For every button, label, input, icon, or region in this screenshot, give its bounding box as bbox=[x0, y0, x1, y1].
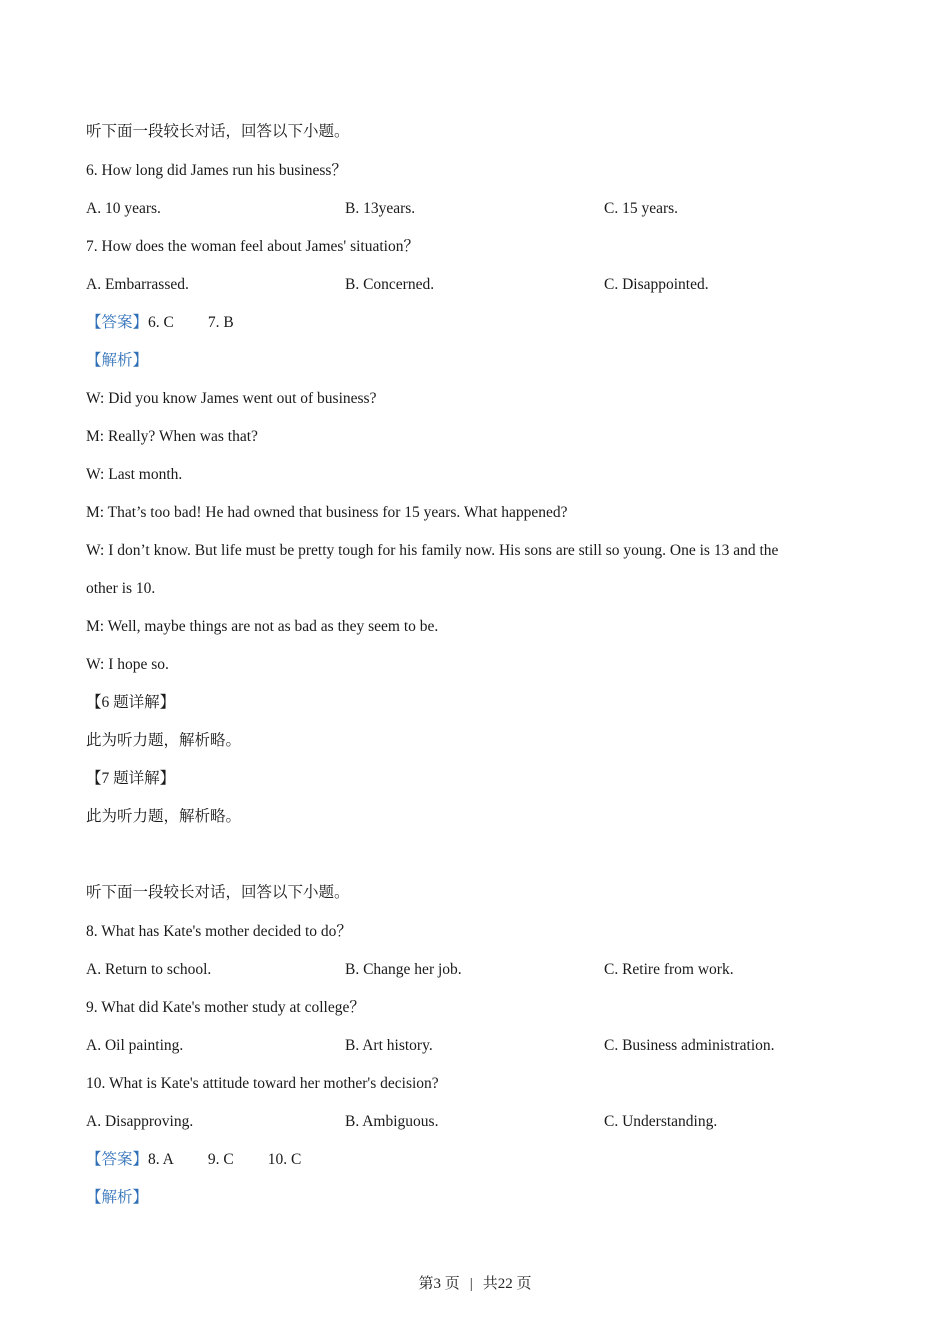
detail-7-text: 此为听力题，解析略。 bbox=[86, 808, 242, 825]
q7-option-b: B. Concerned. bbox=[345, 276, 435, 293]
question-9: 9. What did Kate's mother study at college？ bbox=[86, 999, 365, 1016]
transcript-line-6: other is 10. bbox=[86, 580, 156, 597]
q6-option-a: A. 10 years. bbox=[86, 200, 161, 217]
answer-6: 6. C bbox=[148, 314, 174, 331]
analysis-label: 【解析】 bbox=[86, 352, 149, 369]
answer-10: 10. C bbox=[267, 1151, 302, 1168]
detail-7-heading: 【7 题详解】 bbox=[86, 770, 176, 787]
transcript-line-7: M: Well, maybe things are not as bad as they seem to be. bbox=[86, 618, 439, 635]
q7-option-a: A. Embarrassed. bbox=[86, 276, 189, 293]
answer-8: 8. A bbox=[148, 1151, 174, 1168]
answer-7: 7. B bbox=[207, 314, 234, 331]
question-6: 6. How long did James run his business？ bbox=[86, 162, 347, 179]
total-pages: 共22 页 bbox=[482, 1276, 532, 1292]
q10-option-b: B. Ambiguous. bbox=[345, 1113, 439, 1130]
footer-separator: | bbox=[469, 1276, 473, 1292]
answer-line-1 bbox=[86, 313, 234, 333]
q9-option-c: C. Business administration. bbox=[604, 1037, 775, 1054]
q10-option-c: C. Understanding. bbox=[604, 1113, 718, 1130]
q6-option-b: B. 13years. bbox=[345, 200, 416, 217]
answer-line-2 bbox=[86, 1150, 301, 1170]
q8-option-c: C. Retire from work. bbox=[604, 961, 734, 978]
analysis-tag bbox=[86, 351, 148, 371]
section1-intro: 听下面一段较长对话，回答以下小题。 bbox=[86, 123, 350, 140]
section2-intro: 听下面一段较长对话，回答以下小题。 bbox=[86, 884, 350, 901]
q6-option-c: C. 15 years. bbox=[604, 200, 679, 217]
answer-tag: 【答案】 bbox=[86, 314, 149, 331]
answer-9: 9. C bbox=[207, 1151, 234, 1168]
q8-option-a: A. Return to school. bbox=[86, 961, 212, 978]
q10-option-a: A. Disapproving. bbox=[86, 1113, 194, 1130]
q9-option-b: B. Art history. bbox=[345, 1037, 433, 1054]
transcript-line-8: W: I hope so. bbox=[86, 656, 169, 673]
page-number: 第3 页 bbox=[418, 1276, 460, 1292]
transcript-line-2: M: Really? When was that? bbox=[86, 428, 258, 445]
q7-option-c: C. Disappointed. bbox=[604, 276, 709, 293]
page-footer bbox=[0, 1274, 950, 1294]
answer-tag-2: 【答案】 bbox=[86, 1151, 149, 1168]
analysis-tag-2 bbox=[86, 1188, 148, 1208]
analysis-label-2: 【解析】 bbox=[86, 1189, 149, 1206]
question-8: 8. What has Kate's mother decided to do？ bbox=[86, 923, 352, 940]
question-7: 7. How does the woman feel about James' situation？ bbox=[86, 238, 419, 255]
transcript-line-3: W: Last month. bbox=[86, 466, 183, 483]
detail-6-heading: 【6 题详解】 bbox=[86, 694, 176, 711]
transcript-line-5: W: I don’t know. But life must be pretty tough for his family now. His sons are still so young. One is 13 and the bbox=[86, 542, 779, 559]
q8-option-b: B. Change her job. bbox=[345, 961, 462, 978]
question-10: 10. What is Kate's attitude toward her mother's decision? bbox=[86, 1075, 439, 1092]
transcript-line-4: M: That’s too bad! He had owned that business for 15 years. What happened? bbox=[86, 504, 568, 521]
q9-option-a: A. Oil painting. bbox=[86, 1037, 184, 1054]
detail-6-text: 此为听力题，解析略。 bbox=[86, 732, 242, 749]
transcript-line-1: W: Did you know James went out of business? bbox=[86, 390, 377, 407]
